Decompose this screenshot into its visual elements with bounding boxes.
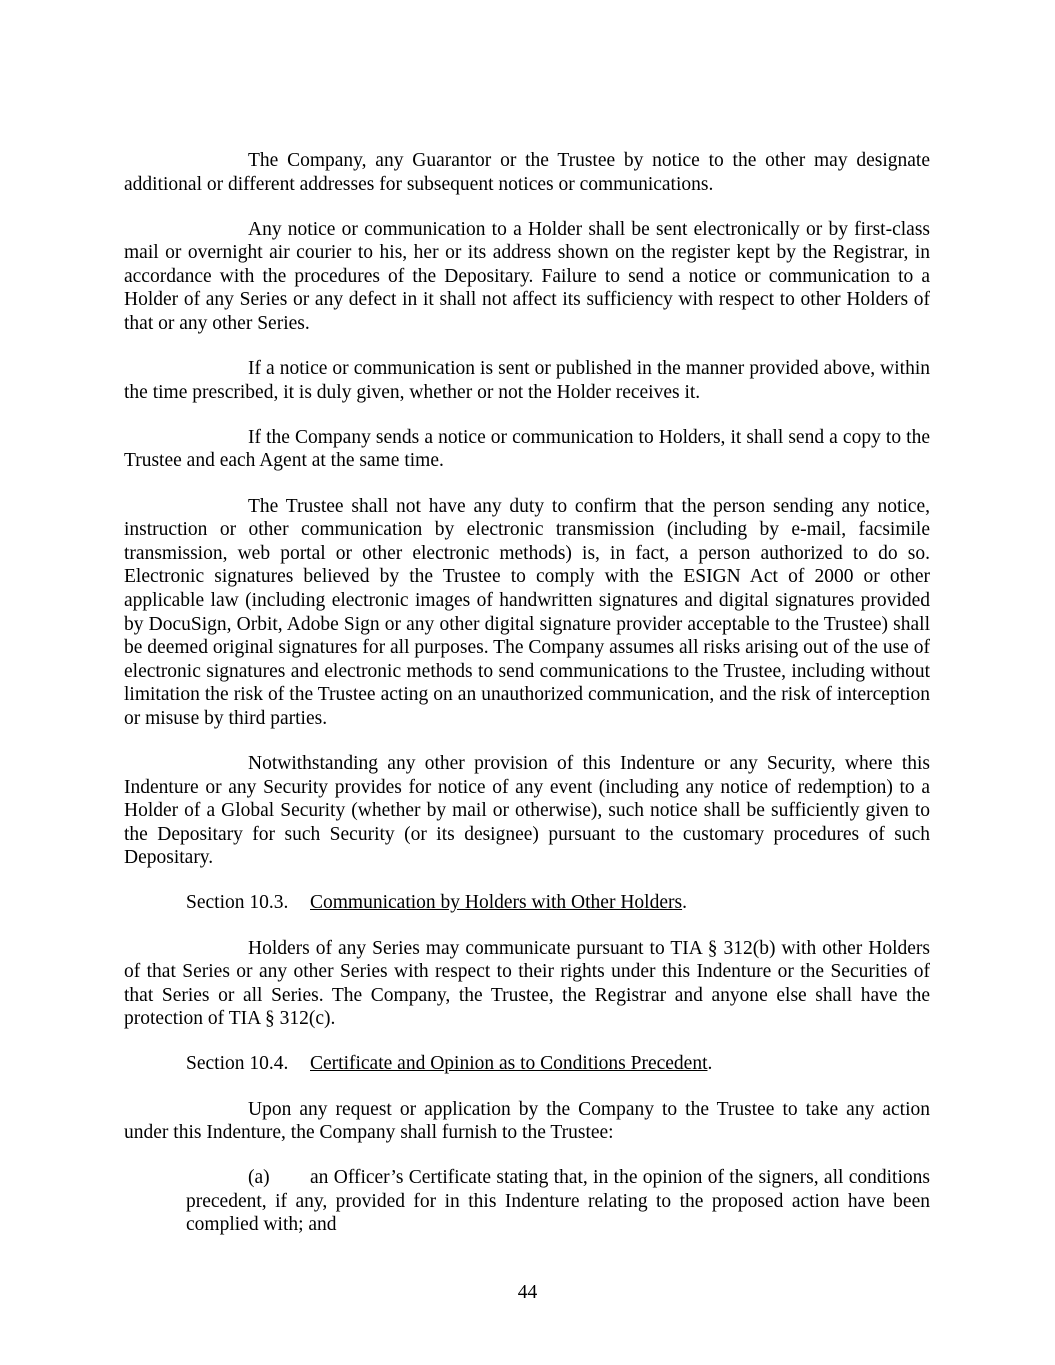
paragraph-notice-to-holder: Any notice or communication to a Holder shall be sent electronically or by first-class mail or overnight air courier to his, her or its address shown on the register kept by the Registrar, in accordance with the procedures of the Depositary. Failure to send a notice or communication to a Holder of any Series or any defect in it shall not affect its sufficiency with respect to other Holders of that or any other Series.: [124, 218, 930, 335]
section-title-period: .: [707, 1053, 713, 1075]
list-item-a: [186, 1166, 930, 1237]
section-heading-10-3: [124, 891, 930, 915]
section-heading-10-4: [124, 1052, 930, 1076]
section-title: Certificate and Opinion as to Conditions Precedent: [310, 1053, 708, 1075]
paragraph-global-security-notice: Notwithstanding any other provision of this Indenture or any Security, where this Indenture or any Security provides for notice of any event (including any notice of redemption) to a Holder of a Global Security (whether by mail or otherwise), such notice shall be sufficiently given to the Depositary for such Security (or its designee) pursuant to the customary procedures of such Depositary.: [124, 752, 930, 869]
section-title: Communication by Holders with Other Holders: [310, 892, 683, 914]
page-body: [124, 149, 930, 1258]
section-number: Section 10.3.: [186, 892, 289, 914]
paragraph-designate-addresses: The Company, any Guarantor or the Trustee by notice to the other may designate additional or different addresses for subsequent notices or communications.: [124, 150, 930, 195]
page-number: 44: [517, 1282, 538, 1303]
list-item-text: an Officer’s Certificate stating that, in the opinion of the signers, all conditions precedent, if any, provided for in this Indenture relating to the proposed action have been complied with; and: [186, 1167, 930, 1236]
paragraph-request-application: Upon any request or application by the Company to the Trustee to take any action under this Indenture, the Company shall furnish to the Trustee:: [124, 1098, 930, 1144]
section-title-period: .: [682, 892, 687, 914]
section-number: Section 10.4.: [186, 1053, 289, 1075]
paragraph-electronic-signatures: The Trustee shall not have any duty to confirm that the person sending any notice, instruction or other communication by electronic transmission (including by e-mail, facsimile transmission, web portal or other electronic methods) is, in fact, a person authorized to do so. Electronic signatures believed by the Trustee to comply with the ESIGN Act of 2000 or other applicable law (including electronic images of handwritten signatures and digital signatures provided by DocuSign, Orbit, Adobe Sign or any other digital signature provider acceptable to the Trustee) shall be deemed original signatures for all purposes. The Company assumes all risks arising out of the use of electronic signatures and electronic methods to send communications to the Trustee, including without limitation the risk of the Trustee acting on an unauthorized communication, and the risk of interception or misuse by third parties.: [124, 495, 930, 729]
paragraph-duly-given: If a notice or communication is sent or published in the manner provided above, within the time prescribed, it is duly given, whether or not the Holder receives it.: [124, 358, 930, 403]
paragraph-holders-communicate: Holders of any Series may communicate pursuant to TIA § 312(b) with other Holders of that Series or any other Series with respect to their rights under this Indenture or the Securities of that Series or all Series. The Company, the Trustee, the Registrar and anyone else shall have the protection of TIA § 312(c).: [124, 937, 930, 1030]
list-item-label: (a): [248, 1167, 270, 1189]
paragraph-copy-to-trustee: If the Company sends a notice or communication to Holders, it shall send a copy to the Trustee and each Agent at the same time.: [124, 426, 930, 472]
